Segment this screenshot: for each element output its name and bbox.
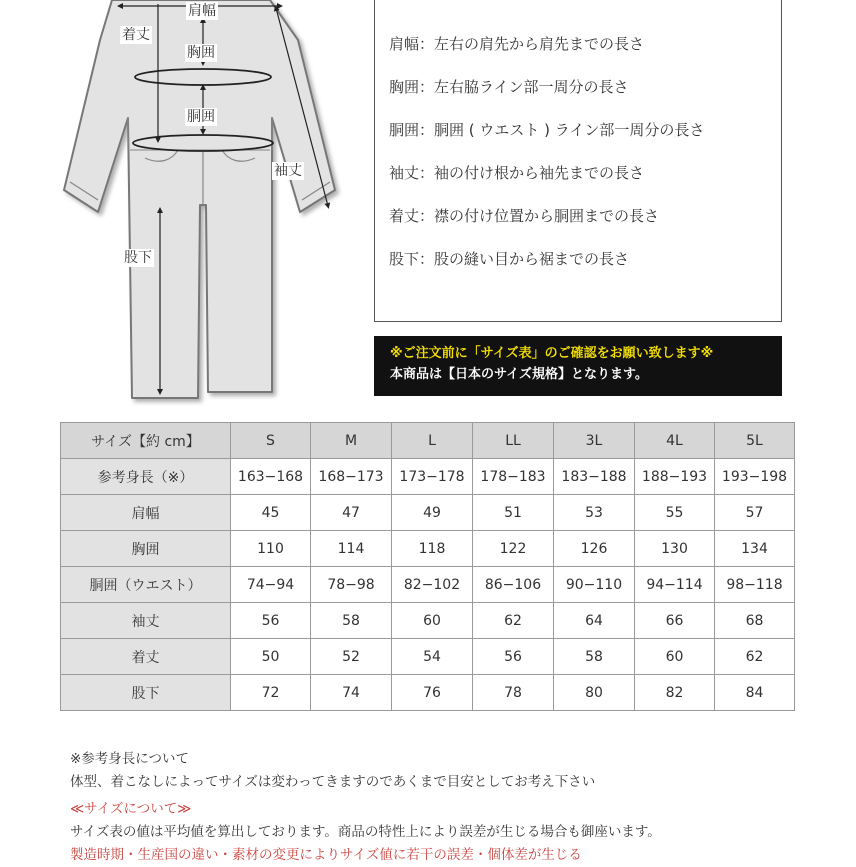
table-row	[61, 567, 795, 603]
label-shoulder-width: 肩幅	[188, 3, 216, 19]
table-cell: 188−193	[635, 459, 715, 495]
measurement-diagram	[0, 0, 370, 410]
definitions-box	[374, 0, 782, 322]
definition-sleeve: 袖丈：袖の付け根から袖先までの長さ	[389, 164, 645, 182]
definition-body-length: 着丈：襟の付け位置から胴囲までの長さ	[389, 207, 660, 225]
definition-waist: 胴囲：胴囲 ( ウエスト ) ライン部一周分の長さ	[389, 121, 705, 139]
table-cell: 72	[231, 675, 311, 711]
table-cell: 82−102	[392, 567, 473, 603]
notes-section	[70, 748, 850, 867]
notice-line-2: 本商品は【日本のサイズ規格】となります。	[390, 367, 648, 382]
label-chest: 胸囲	[187, 45, 215, 61]
definition-chest: 胸囲：左右脇ライン部一周分の長さ	[389, 78, 629, 96]
table-cell: 58	[554, 639, 635, 675]
table-cell: 126	[554, 531, 635, 567]
table-cell: 78	[473, 675, 554, 711]
row-header: 胸囲	[61, 531, 231, 567]
row-header: 着丈	[61, 639, 231, 675]
table-row	[61, 531, 795, 567]
table-row	[61, 639, 795, 675]
table-cell: 52	[311, 639, 392, 675]
table-cell: 82	[635, 675, 715, 711]
table-cell: 55	[635, 495, 715, 531]
label-sleeve-length: 袖丈	[274, 163, 302, 179]
row-header: 参考身長（※）	[61, 459, 231, 495]
size-header: M	[311, 423, 392, 459]
table-cell: 118	[392, 531, 473, 567]
table-cell: 62	[715, 639, 795, 675]
table-corner: サイズ【約 cm】	[61, 423, 231, 459]
label-inseam: 股下	[124, 250, 152, 266]
table-cell: 56	[473, 639, 554, 675]
reference-height-title: ※参考身長について	[70, 751, 190, 767]
size-header: L	[392, 423, 473, 459]
size-header: LL	[473, 423, 554, 459]
table-cell: 54	[392, 639, 473, 675]
table-cell: 168−173	[311, 459, 392, 495]
size-notes-cut-line: 製造時期・生産国の違い・素材の変更によりサイズ値に若干の誤差・個体差が生じる	[70, 847, 582, 863]
size-table	[60, 422, 795, 711]
label-body-length: 着丈	[122, 27, 150, 43]
table-header-row	[61, 423, 795, 459]
table-cell: 49	[392, 495, 473, 531]
table-cell: 90−110	[554, 567, 635, 603]
label-waist: 胴囲	[187, 109, 215, 125]
table-cell: 60	[392, 603, 473, 639]
table-cell: 183−188	[554, 459, 635, 495]
row-header: 胴囲（ウエスト）	[61, 567, 231, 603]
table-cell: 134	[715, 531, 795, 567]
table-cell: 86−106	[473, 567, 554, 603]
table-cell: 64	[554, 603, 635, 639]
table-cell: 193−198	[715, 459, 795, 495]
size-header: 3L	[554, 423, 635, 459]
table-cell: 66	[635, 603, 715, 639]
notice-banner	[374, 336, 782, 396]
table-cell: 68	[715, 603, 795, 639]
table-cell: 45	[231, 495, 311, 531]
size-header: 4L	[635, 423, 715, 459]
table-cell: 78−98	[311, 567, 392, 603]
table-cell: 53	[554, 495, 635, 531]
table-cell: 74	[311, 675, 392, 711]
size-notes-title: ≪サイズについて≫	[70, 801, 192, 817]
definition-inseam: 股下：股の縫い目から裾までの長さ	[389, 250, 630, 268]
row-header: 股下	[61, 675, 231, 711]
size-notes-body: サイズ表の値は平均値を算出しております。商品の特性上により誤差が生じる場合も御座います。	[70, 824, 661, 840]
table-cell: 163−168	[231, 459, 311, 495]
table-cell: 178−183	[473, 459, 554, 495]
table-cell: 76	[392, 675, 473, 711]
table-cell: 56	[231, 603, 311, 639]
table-row	[61, 603, 795, 639]
table-cell: 60	[635, 639, 715, 675]
table-cell: 58	[311, 603, 392, 639]
notice-line-1: ※ご注文前に「サイズ表」のご確認をお願い致します※	[390, 346, 714, 361]
table-row	[61, 495, 795, 531]
table-cell: 173−178	[392, 459, 473, 495]
table-cell: 50	[231, 639, 311, 675]
table-cell: 47	[311, 495, 392, 531]
row-header: 肩幅	[61, 495, 231, 531]
table-cell: 51	[473, 495, 554, 531]
definition-shoulder: 肩幅：左右の肩先から肩先までの長さ	[389, 35, 645, 53]
table-row	[61, 675, 795, 711]
size-header: 5L	[715, 423, 795, 459]
table-cell: 114	[311, 531, 392, 567]
table-cell: 130	[635, 531, 715, 567]
table-cell: 122	[473, 531, 554, 567]
table-row	[61, 459, 795, 495]
table-cell: 94−114	[635, 567, 715, 603]
table-cell: 57	[715, 495, 795, 531]
table-cell: 62	[473, 603, 554, 639]
table-cell: 74−94	[231, 567, 311, 603]
table-cell: 84	[715, 675, 795, 711]
row-header: 袖丈	[61, 603, 231, 639]
table-cell: 110	[231, 531, 311, 567]
table-cell: 80	[554, 675, 635, 711]
size-header: S	[231, 423, 311, 459]
table-cell: 98−118	[715, 567, 795, 603]
reference-height-body: 体型、着こなしによってサイズは変わってきますのであくまで目安としてお考え下さい	[70, 774, 596, 790]
